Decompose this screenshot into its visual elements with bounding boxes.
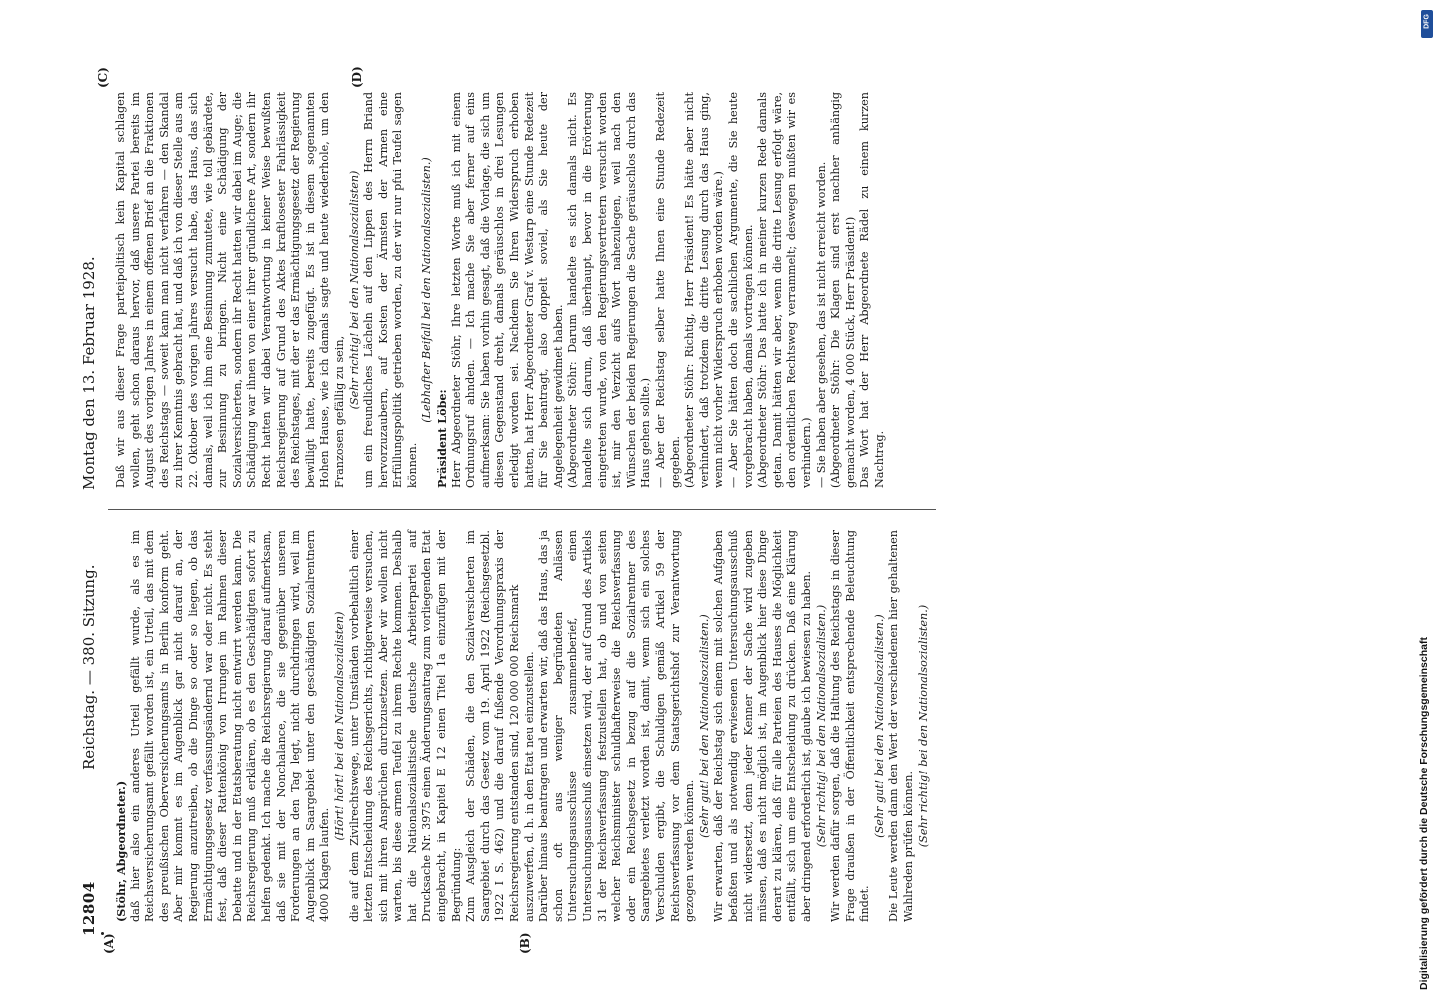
digitization-credit xyxy=(1418,0,1434,1000)
speech-paragraph: (Abgeordneter Stöhr: Richtig, Herr Präsident! Es hätte aber nicht verhindert, daß trotzdem die dritte Lesung durch das Haus ging, wenn nicht vorher Widerspruch erhoben worden wäre.) xyxy=(683,92,726,488)
dfg-logo-text: DFG xyxy=(1423,14,1431,29)
interjection-remark: (Sehr richtig! bei den Nationalsozialisten) xyxy=(347,170,361,410)
speech-paragraph: — Sie haben aber gesehen, das ist nicht erreicht worden. xyxy=(814,161,828,488)
speech-paragraph: Wir erwarten, daß der Reichstag sich einem mit solchen Aufgaben befaßten und als notwendig erwiesenen Untersuchungsausschuß nicht widersetzt, denn jeder Kenner der Sache wird zugeben müssen, daß es nicht möglich ist, im Augenblick hier diese Dinge derart zu klären, daß für alle Parteien des Hauses die Möglichkeit entfällt, sich um eine Entscheidung zu drücken. Daß eine Klärung aber dringend erforderlich ist, glaube ich bewiesen zu haben. xyxy=(712,530,813,922)
speech-paragraph: um ein freundliches Lächeln auf den Lippen des Herrn Briand hervorzuzaubern, auf Kosten der Ärmsten der Armen eine Erfüllungspolitik getrieben worden, zu der wir nur pfui Teufel sagen können. xyxy=(362,92,419,488)
speech-paragraph: Die Leute werden dann den Wert der verschiedenen hier gehaltenen Wahlreden prüfen können. xyxy=(887,530,916,922)
margin-marker-d: (D) xyxy=(350,66,364,88)
speech-paragraph: Das Wort hat der Herr Abgeordnete Rädel zu einem kurzen Nachtrag. xyxy=(858,92,886,488)
speaker-label: (Stöhr, Abgeordneter.) xyxy=(114,780,128,922)
speech-paragraph: die auf dem Zivilrechtswege, unter Umständen vorbehaltlich einer letzten Entscheidung des Reichsgerichts, richtigerweise versuchen, sich mit ihren Ansprüchen durchzusetzen. Aber wir wollen nicht warten, bis diese armen Teufel zu ihrem Rechte kommen. Deshalb hat die Nationalsozialistische deutsche Arbeiterpartei auf Drucksache Nr. 3975 einen Änderungsantrag zum vorliegenden Etat eingebracht, in Kapitel E 12 einen Titel 1a einzufügen mit der Begründung: xyxy=(347,530,463,922)
speech-paragraph: daß hier also ein anderes Urteil gefällt wurde, als es im Reichsversicherungsamt gefällt worden ist, ein Urteil, das mit dem des preußischen Oberversicherungsamts in Berlin konform geht. Aber mir kommt es im Augenblick gar nicht darauf an, der Regierung anzutreiben, ob die Dinge so oder so liegen, ob das Ermächtigungsgesetz verfassungsändernd war oder nicht. Es steht fest, daß dieser Rattenkönig von Irrungen im Rahmen dieser Debatte und in der Etatsberatung nicht entwirrt werden kann. Die Reichsregierung muß erklären, ob es den Geschädigten sofort zu helfen gedenkt. Ich mache die Reichsregierung darauf aufmerksam, daß sie mit der Nonchalance, die sie gegenüber unseren Forderungen an den Tag legt, nicht durchdringen wird, weil im Augenblick im Saargebiet unter den geschädigten Sozialrentnern 4000 Klagen laufen. xyxy=(128,530,332,922)
speech-paragraph: auszuwerfen, d. h. in den Etat neu einzustellen. xyxy=(522,651,536,922)
interjection-remark: (Sehr richtig! bei den Nationalsozialisten.) xyxy=(916,604,930,848)
margin-marker-c: (C) xyxy=(96,67,110,88)
speech-paragraph: (Abgeordneter Stöhr: Die Klagen sind erst nachher anhängig gemacht worden, 4 000 Stück, Herr Präsident!) xyxy=(829,92,857,488)
speech-paragraph: — Aber der Reichstag selber hatte Ihnen eine Stunde Redezeit gegeben. xyxy=(653,92,682,488)
margin-marker-b: (B) xyxy=(518,932,532,954)
speech-paragraph: (Abgeordneter Stöhr: Darum handelte es sich damals nicht. Es handelte sich darum, daß überhaupt, bevor in die Erörterung eingetreten wurde, von den Regierungsvertretern versucht worden ist, mir den Verzicht aufs Wort nahezulegen, weil nach den Wünschen der beiden Regierungen die Sache geräuschlos durch das Haus gehen sollte.) xyxy=(566,92,653,488)
column-divider xyxy=(108,509,936,510)
speech-paragraph: Daß wir aus dieser Frage parteipolitisch kein Kapital schlagen wollen, geht schon daraus hervor, daß unsere Partei bereits im August des vorigen Jahres in einem offenen Brief an die Fraktionen des Reichstags — soweit kann man nicht verfahren — den Skandal zu ihrer Kenntnis gebracht hat, und daß ich von dieser Stelle aus am 22. Oktober des vorigen Jahres versucht habe, das Haus, das sich damals, weil ich ihm eine Besinnung zumutete, wie toll gebärdete, zur Besinnung zu bringen. Nicht eine Schädigung der Sozialversicherten, sondern ihr Recht hatten wir dabei im Auge; die Schädigung war ihnen von einer ihrer gründlichere Art, sondern ihr Recht hatten wir dabei Verantwortung in keiner Weise bewußten Reichsregierung auf Grund des Aktes kraftlosester Fahrlässigkeit des Reichstages, mit der er das Ermächtigungsgesetz der Regierung bewilligt hatte, bereits zugefügt. Es ist in diesem sogenannten Hohen Hause, wie ich damals sagte und heute wiederhole, um den Franzosen gefällig zu sein, xyxy=(114,92,346,488)
right-text-column xyxy=(114,92,934,488)
page-header xyxy=(78,80,106,940)
dfg-logo xyxy=(1421,10,1433,38)
page-number: 12804 xyxy=(80,881,98,936)
speaker-label: Präsident Löbe: xyxy=(435,389,450,488)
interjection-remark: (Sehr gut! bei den Nationalsozialisten.) xyxy=(872,614,886,838)
interjection-remark: (Hört! hört! bei den Nationalsozialisten) xyxy=(332,611,346,841)
session-date: Montag den 13. Februar 1928. xyxy=(80,256,98,490)
speech-paragraph: — Aber Sie hätten doch die sachlichen Argumente, die Sie heute vorgebracht haben, damals vortragen können. xyxy=(726,92,755,488)
credit-text: Digitalisierung gefördert durch die Deutsche Forschungsgemeinschaft xyxy=(1418,637,1430,990)
session-title: Reichstag. — 380. Sitzung. xyxy=(80,564,98,770)
speech-paragraph: Herr Abgeordneter Stöhr, Ihre letzten Worte muß ich mit einem Ordnungsruf ahnden. — Ich mache Sie aber ferner auf eins aufmerksam: Sie haben vorhin gesagt, daß die Vorlage, die sich um diesen Gegenstand dreht, damals geräuschlos in drei Lesungen erledigt worden sei. Nachdem Sie Ihren Widerspruch erhoben hatten, hat Herr Abgeordneter Graf v. Westarp eine Stunde Redezeit für Sie beantragt, also doppelt soviel, als Sie heute der Angelegenheit gewidmet haben. xyxy=(449,92,565,488)
interjection-remark: (Sehr richtig! bei den Nationalsozialisten.) xyxy=(814,604,828,848)
speech-paragraph: Zum Ausgleich der Schäden, die den Sozialversicherten im Saargebiet durch das Gesetz vom 19. April 1922 (Reichsgesetzbl. 1922 I S. 462) und die darauf fußende Verordnungspraxis der Reichsregierung entstanden sind, 120 000 000 Reichsmark xyxy=(464,530,522,922)
left-text-column xyxy=(114,530,934,922)
speech-paragraph: Wir werden dafür sorgen, daß die Haltung des Reichstags in dieser Frage draußen in der Öffentlichkeit entsprechende Beleuchtung findet. xyxy=(829,530,872,922)
rotated-page xyxy=(78,66,1338,954)
interjection-remark: (Sehr gut! bei den Nationalsozialisten.) xyxy=(697,614,711,838)
speech-paragraph: Darüber hinaus beantragen und erwarten wir, daß das Haus, das ja schon oft aus weniger begründeten Anlässen Untersuchungsausschüsse zusammenberief, einen Untersuchungsausschuß einsetzen wird, der auf Grund des Artikels 31 der Reichsverfassung festzustellen hat, ob und von seiten welcher Reichsminister schuldhafterweise die Reichsverfassung oder ein Reichsgesetz in bezug auf die Sozialrentner des Saargebietes verletzt worden ist, damit, wenn sich ein solches Verschulden ergibt, die Schuldigen gemäß Artikel 59 der Reichsverfassung vor dem Staatsgerichtshof zur Verantwortung gezogen werden können. xyxy=(537,530,697,922)
interjection-remark: (Lebhafter Beifall bei den Nationalsozialisten.) xyxy=(420,157,434,423)
speech-paragraph: (Abgeordneter Stöhr: Das hatte ich in meiner kurzen Rede damals getan. Damit hätten wir aber, wenn die dritte Lesung erfolgt wäre, den ordentlichen Rechtsweg verrammelt; deswegen mußten wir es verhindern.) xyxy=(756,92,813,488)
margin-marker-a: (A) xyxy=(102,933,116,954)
